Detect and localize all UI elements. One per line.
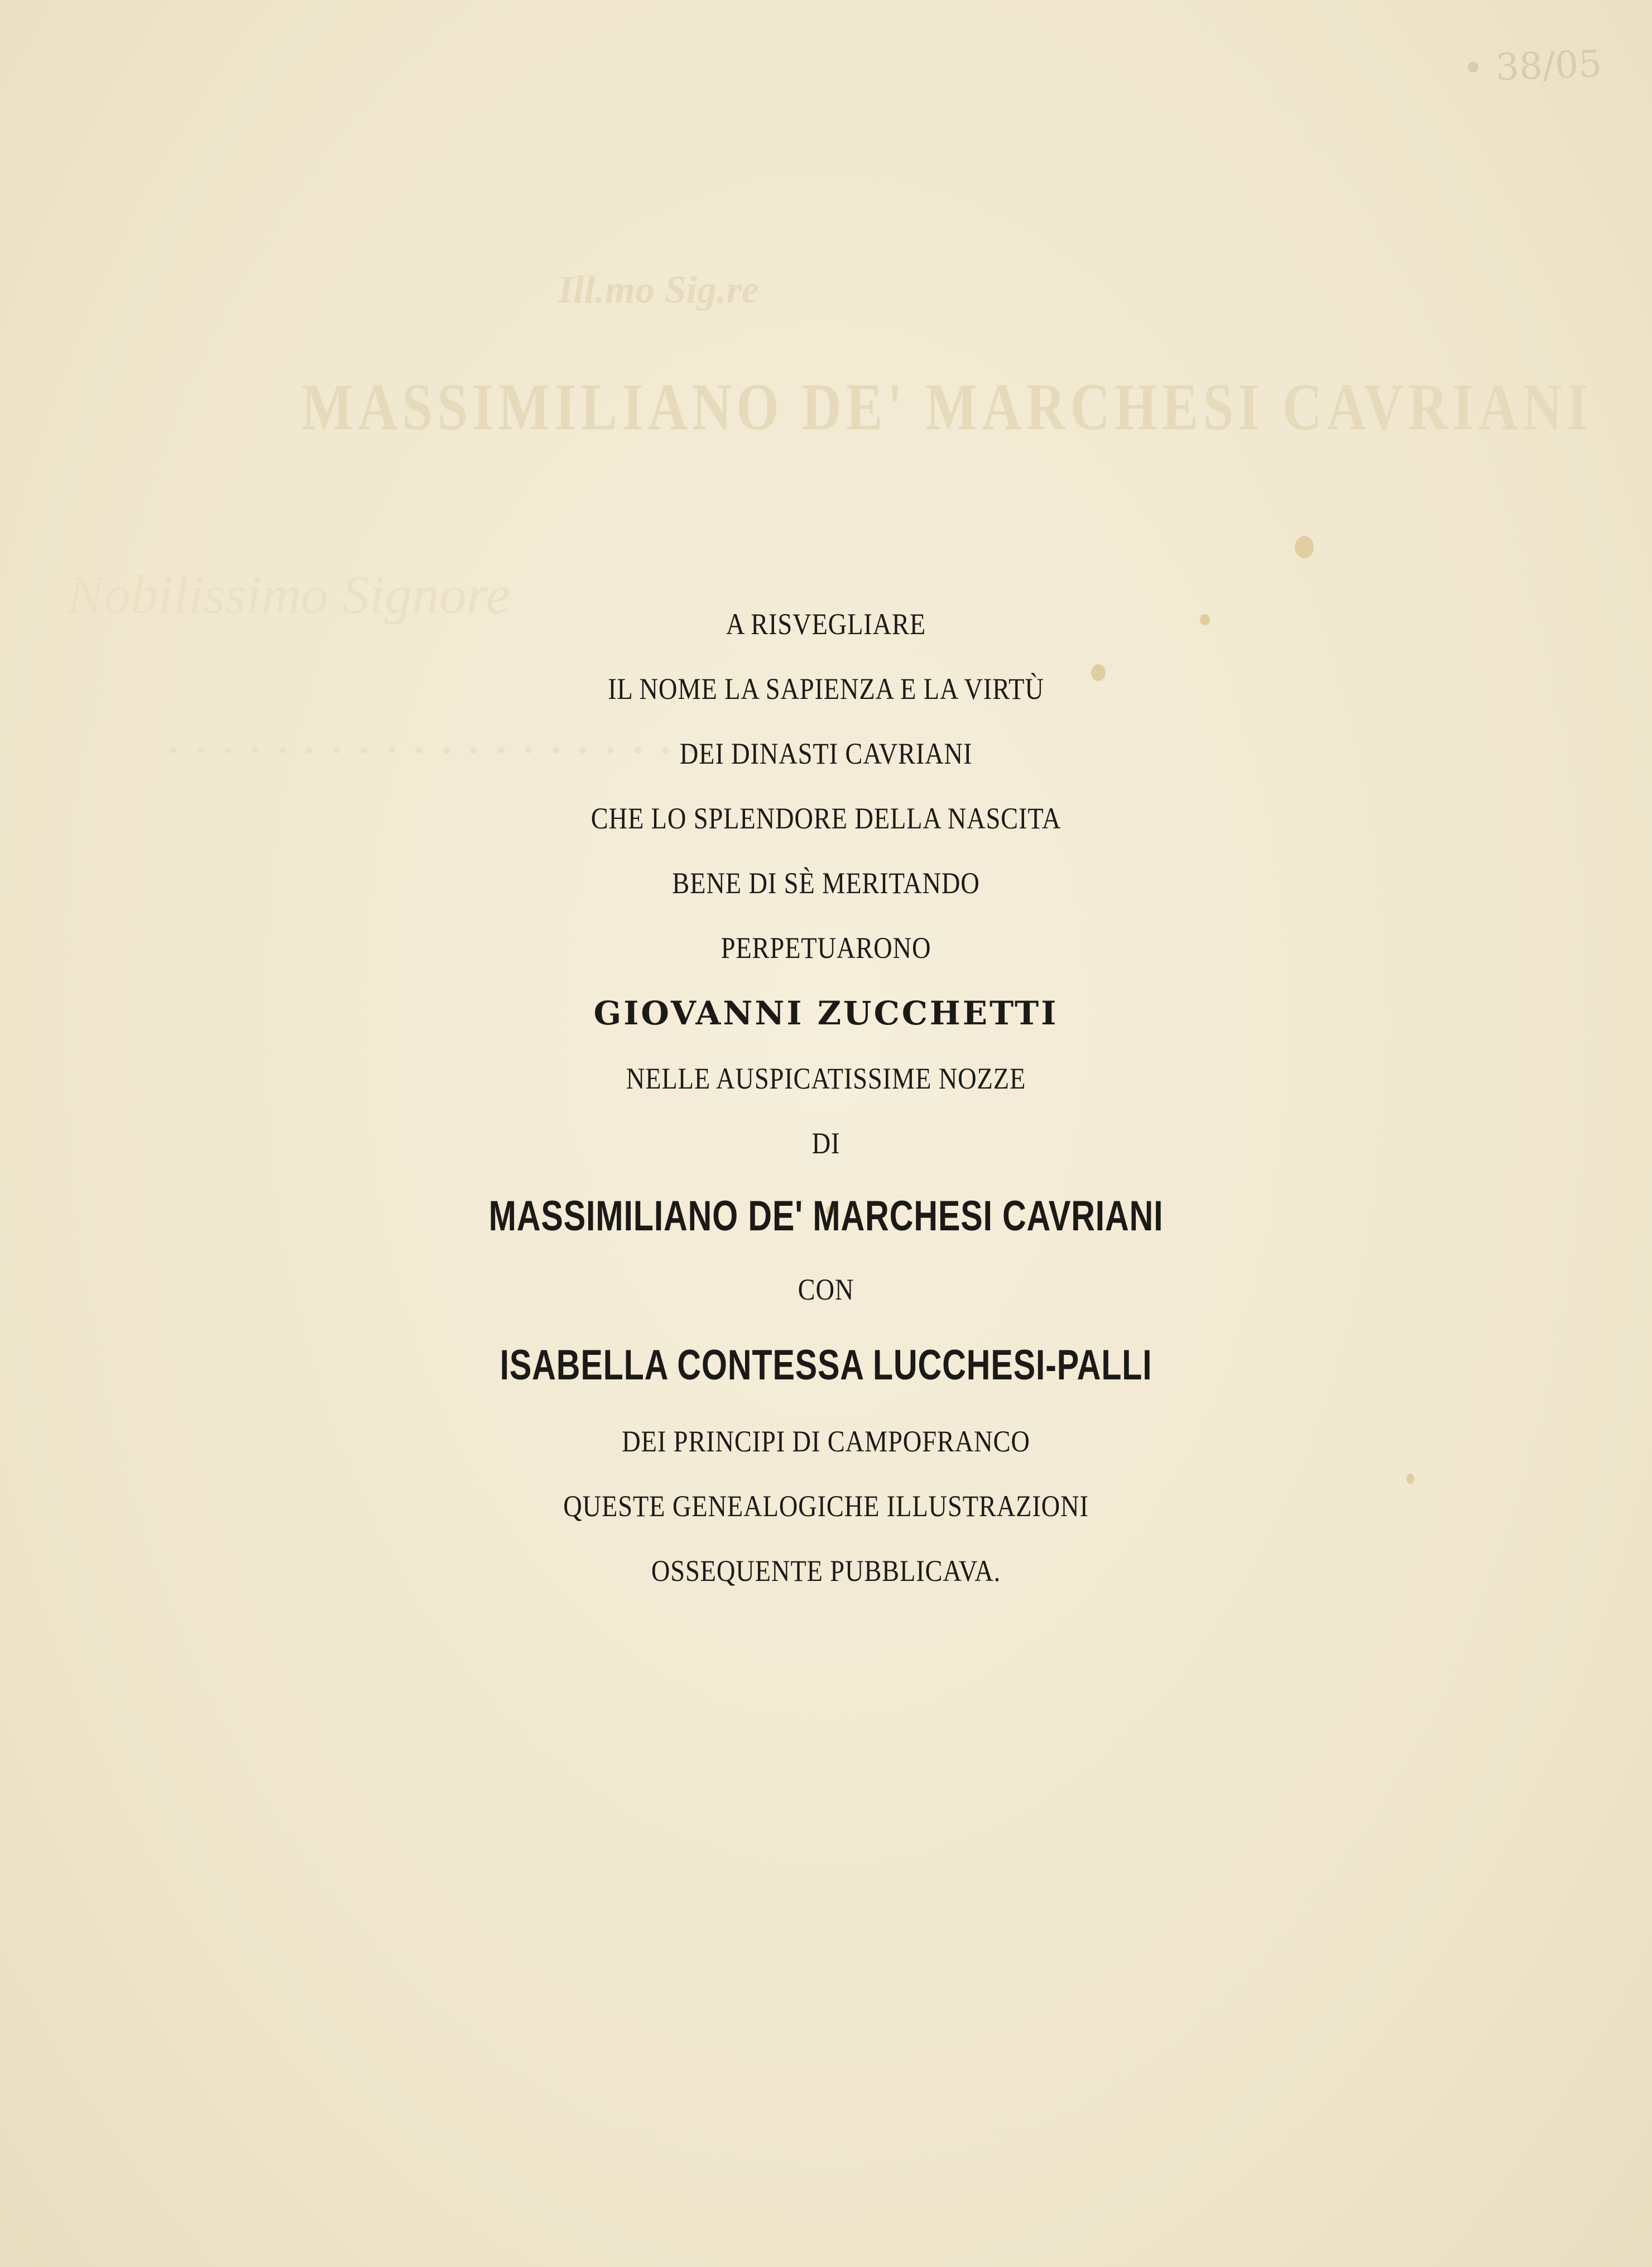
with-line: CON <box>798 1273 854 1306</box>
show-through-text: Nobilissimo Signore <box>67 565 511 625</box>
dedication-line: A RISVEGLIARE <box>726 607 926 641</box>
dedication-line: CHE LO SPLENDORE DELLA NASCITA <box>590 802 1062 835</box>
show-through-text: . . . . . . . . . . . . . . . . . . . . <box>167 704 701 765</box>
of-line: DI <box>811 1127 841 1160</box>
dedication-block <box>0 592 1652 1603</box>
foxing-spot <box>1295 536 1314 558</box>
groom-name: MASSIMILIANO DE' MARCHESI CAVRIANI <box>488 1192 1164 1240</box>
dedication-line: BENE DI SÈ MERITANDO <box>672 866 980 900</box>
dedication-line: DEI DINASTI CAVRIANI <box>679 737 973 770</box>
bride-name: ISABELLA CONTESSA LUCCHESI-PALLI <box>500 1341 1152 1389</box>
occasion-line: NELLE AUSPICATISSIME NOZZE <box>626 1062 1026 1095</box>
closing-line: OSSEQUENTE PUBBLICAVA. <box>651 1554 1001 1588</box>
closing-line: QUESTE GENEALOGICHE ILLUSTRAZIONI <box>563 1489 1089 1523</box>
closing-line: DEI PRINCIPI DI CAMPOFRANCO <box>622 1425 1030 1458</box>
show-through-text: Ill.mo Sig.re <box>558 269 759 311</box>
dedication-line: IL NOME LA SAPIENZA E LA VIRTÙ <box>608 672 1044 706</box>
author-name: GIOVANNI ZUCCHETTI <box>593 994 1059 1032</box>
show-through-heading: MASSIMILIANO DE' MARCHESI CAVRIANI <box>301 370 1593 444</box>
dedication-line: PERPETUARONO <box>721 931 931 965</box>
library-stamp: • 38/05 <box>1461 42 1603 90</box>
